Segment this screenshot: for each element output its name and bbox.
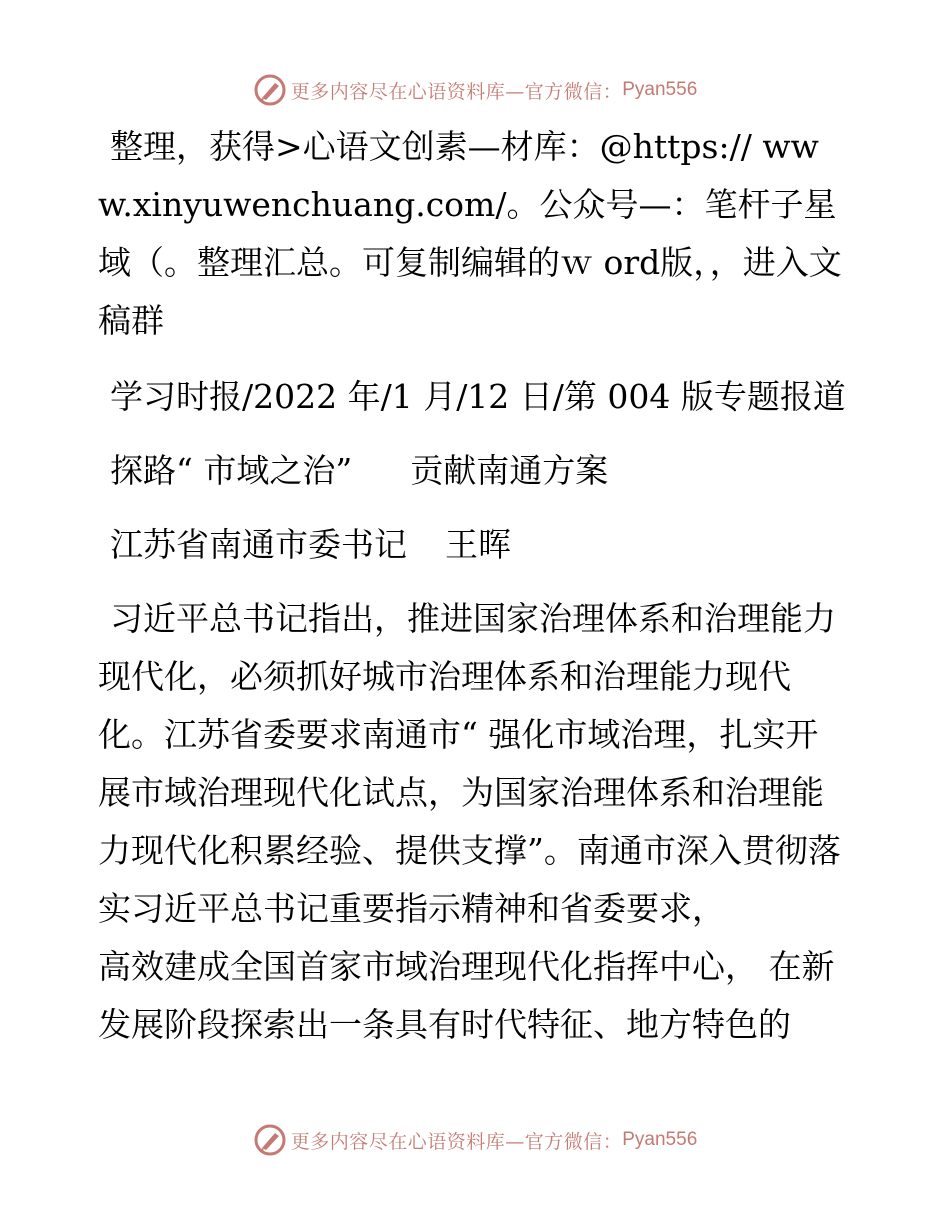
document-body bbox=[98, 118, 850, 1054]
body-paragraph bbox=[98, 590, 850, 1054]
body-paragraph-part1: 习近平总书记指出，推进国家治理体系和治理能力现代化，必须抓好城市治理体系和治理能力现代化。江苏省委要求南通市“ 强化市域治理，扎实开展市域治理现代化试点，为国家治理体系和治理能力现代化积累经验、提供支撑”。南通市深入贯彻落实习近平总书记重要指示精神和省委要求， bbox=[98, 599, 841, 928]
watermark-wechat-id: Pyan556 bbox=[622, 1129, 698, 1150]
pen-logo-icon bbox=[253, 73, 287, 107]
body-paragraph-part2: 高效建成全国首家市域治理现代化指挥中心， 在新发展阶段探索出一条具有时代特征、地方特色的 bbox=[98, 947, 835, 1044]
article-title bbox=[98, 442, 850, 500]
author-line bbox=[98, 516, 850, 574]
pen-logo-icon bbox=[253, 1123, 287, 1157]
intro-paragraph: 整理，获得>心语文创素—材库：@https:// www.xinyuwenchuang.com/。公众号—：笔杆子星域（。整理汇总。可复制编辑的ｗ ord版，，进入文稿群 bbox=[98, 127, 842, 340]
watermark-promo-text: 更多内容尽在心语资料库—官方微信： bbox=[290, 1130, 623, 1153]
footer-watermark-banner bbox=[0, 1120, 950, 1160]
author-role: 江苏省南通市委书记 bbox=[110, 525, 407, 564]
watermark-promo-text: 更多内容尽在心语资料库—官方微信： bbox=[290, 80, 623, 103]
article-title-sub: 贡献南通方案 bbox=[410, 451, 609, 490]
article-title-main: 探路“ 市域之治” bbox=[110, 451, 353, 490]
source-line: 学习时报/2022 年/1 月/12 日/第 004 版专题报道 bbox=[110, 377, 846, 416]
watermark-wechat-id: Pyan556 bbox=[622, 79, 698, 100]
author-name: 王晖 bbox=[445, 525, 511, 564]
header-watermark-banner bbox=[0, 70, 950, 110]
